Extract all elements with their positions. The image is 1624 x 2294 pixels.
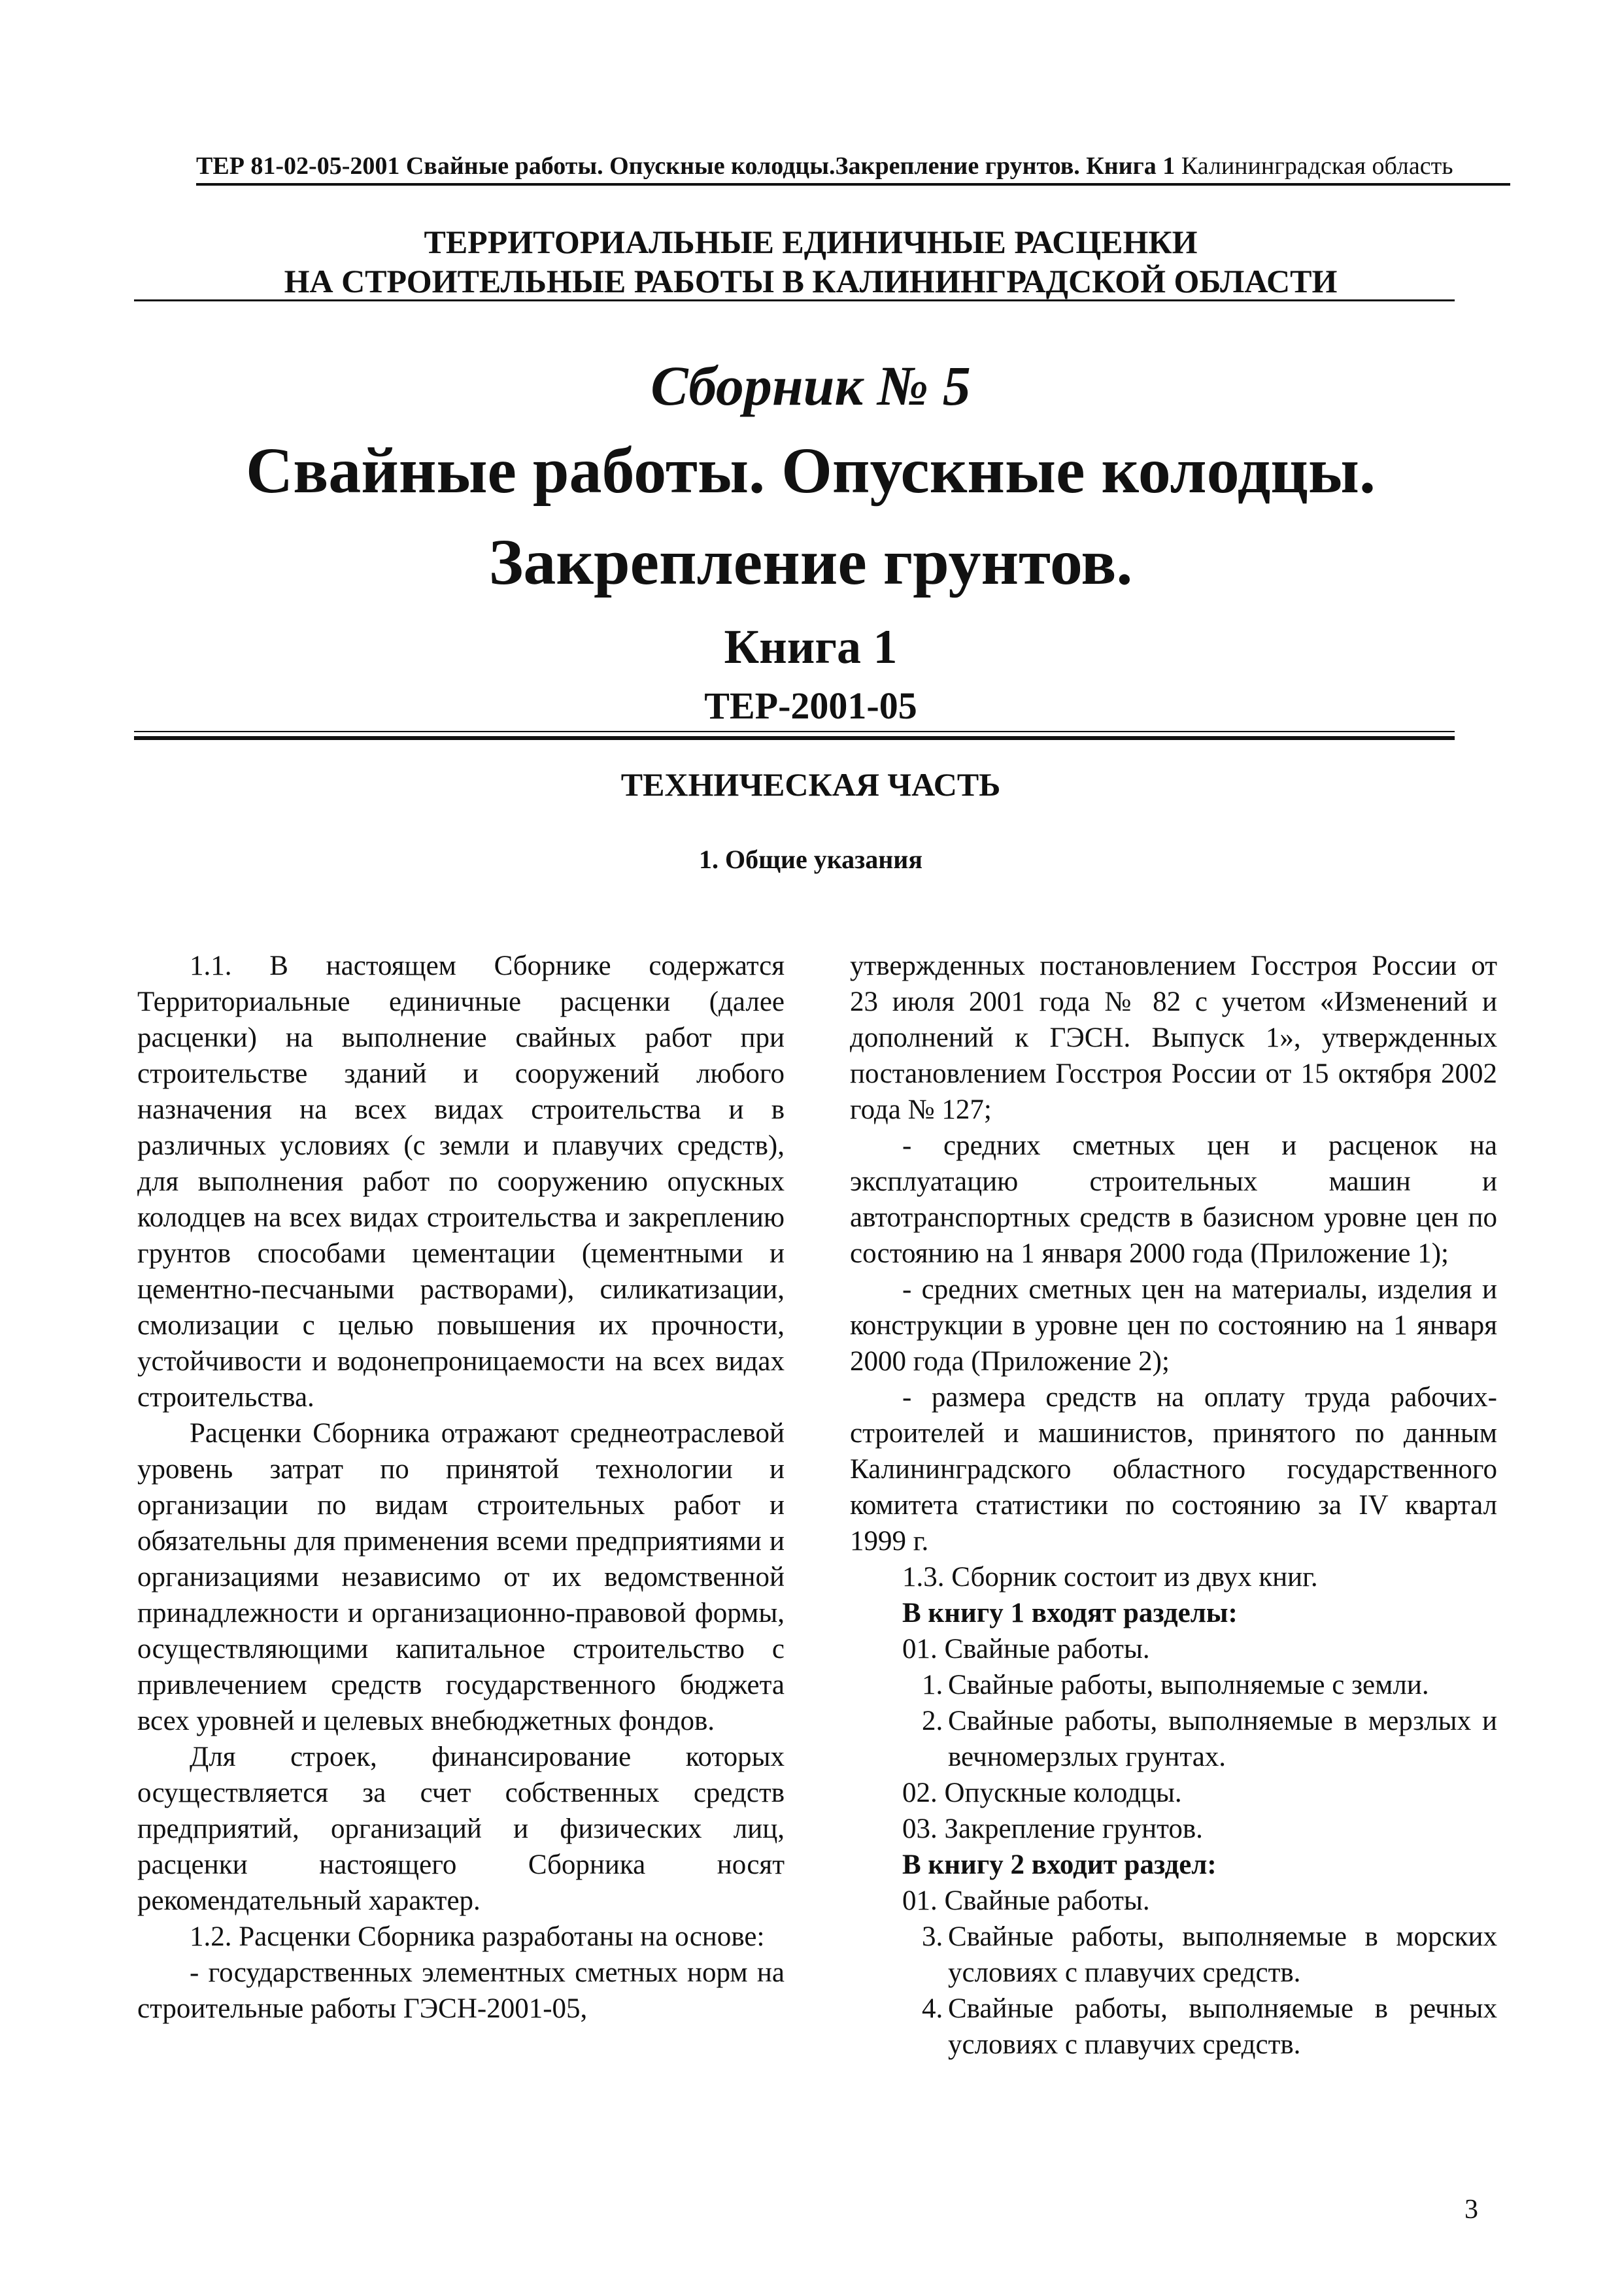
book-2-item-3 xyxy=(850,1919,1497,1991)
paragraph-approved: утвержденных постановлением Госстроя России от 23 июля 2001 года № 82 с учетом «Изменений и дополнений к ГЭСН. Выпуск 1», утвержденных постановлением Госстроя России от 15 октября 2002 года № 127; xyxy=(850,951,1497,1125)
part-title: ТЕХНИЧЕСКАЯ ЧАСТЬ xyxy=(620,766,1001,803)
paragraph-material-prices: - средних сметных цен на материалы, изделия и конструкции в уровне цен по состоянию на 1 января 2000 года (Приложение 2); xyxy=(850,1274,1497,1377)
book-2-heading: В книгу 2 входит раздел: xyxy=(902,1849,1217,1880)
list-number: 1. xyxy=(922,1670,943,1700)
list-text: Свайные работы, выполняемые с земли. xyxy=(948,1670,1429,1700)
book-2-section-01: 01. Свайные работы. xyxy=(902,1885,1150,1916)
org-title-rule xyxy=(134,299,1455,301)
title-rule-thin xyxy=(134,731,1455,732)
org-title xyxy=(131,222,1491,301)
paragraph-wages: - размера средств на оплату труда рабочих-строителей и машинистов, принятого по данным Калининградского областного государственного комитета статистики по состоянию за IV квартал 1999 г. xyxy=(850,1382,1497,1557)
list-text: Свайные работы, выполняемые в мерзлых и вечномерзлых грунтах. xyxy=(948,1706,1497,1772)
left-column xyxy=(137,948,785,2027)
paragraph-1-2: 1.2. Расценки Сборника разработаны на основе: xyxy=(190,1921,765,1952)
book-1-section-01: 01. Свайные работы. xyxy=(902,1634,1150,1664)
book-1-section-03: 03. Закрепление грунтов. xyxy=(902,1813,1203,1844)
org-title-line-2: НА СТРОИТЕЛЬНЫЕ РАБОТЫ В КАЛИНИНГРАДСКОЙ ОБЛАСТИ xyxy=(284,263,1338,299)
org-title-line-1: ТЕРРИТОРИАЛЬНЫЕ ЕДИНИЧНЫЕ РАСЦЕНКИ xyxy=(424,224,1198,260)
right-column xyxy=(850,948,1497,2063)
main-title-line-1: Свайные работы. Опускные колодцы. xyxy=(246,434,1376,507)
collection-number: Сборник № 5 xyxy=(651,354,971,417)
main-title-line-2: Закрепление грунтов. xyxy=(488,526,1133,598)
page-number: 3 xyxy=(1464,2195,1478,2225)
running-header-region: Калининградская область xyxy=(1181,152,1453,180)
running-header xyxy=(196,149,1510,183)
book-number: Книга 1 xyxy=(724,620,898,674)
section-title: 1. Общие указания xyxy=(699,845,922,874)
paragraph-1-1: 1.1. В настоящем Сборнике содержатся Территориальные единичные расценки (далее расценки) на выполнение свайных работ при строительстве зданий и сооружений любого назначения на всех видах строительства и в различных условиях (с земли и плавучих средств), для выполнения работ по сооружению опускных колодцев на всех видах строительства и закреплению грунтов способами цементации (цементными и цементно-песчаными растворами), силикатизации, смолизации с целью повышения их прочности, устойчивости и водонепроницаемости на всех видах строительства. xyxy=(137,951,785,1413)
paragraph-gesn: - государственных элементных сметных норм на строительные работы ГЭСН-2001-05, xyxy=(137,1957,785,2024)
running-header-code: ТЕР 81-02-05-2001 Свайные работы. Опускные колодцы.Закрепление грунтов. Книга 1 xyxy=(196,152,1176,180)
paragraph-financing: Для строек, финансирование которых осуществляется за счет собственных средств предприятий, организаций и физических лиц, расценки настоящего Сборника носят рекомендательный характер. xyxy=(137,1742,785,1916)
list-text: Свайные работы, выполняемые в морских условиях с плавучих средств. xyxy=(948,1921,1497,1988)
list-number: 2. xyxy=(922,1706,943,1736)
paragraph-1-3: 1.3. Сборник состоит из двух книг. xyxy=(902,1562,1318,1593)
book-1-item-1 xyxy=(850,1667,1497,1703)
paragraph-rates: Расценки Сборника отражают среднеотраслевой уровень затрат по принятой технологии и организации по видам строительных работ и обязательны для применения всеми предприятиями и организациями независимо от их ведомственной принадлежности и организационно-правовой формы, осуществляющими капитальное строительство с привлечением средств государственного бюджета всех уровней и целевых внебюджетных фондов. xyxy=(137,1418,785,1736)
list-text: Свайные работы, выполняемые в речных условиях с плавучих средств. xyxy=(948,1993,1497,2060)
title-rule-thick xyxy=(134,736,1455,740)
book-2-item-4 xyxy=(850,1991,1497,2063)
paragraph-machine-rates: - средних сметных цен и расценок на эксплуатацию строительных машин и автотранспортных средств в базисном уровне цен по состоянию на 1 января 2000 года (Приложение 1); xyxy=(850,1130,1497,1269)
list-number: 3. xyxy=(922,1921,943,1952)
list-number: 4. xyxy=(922,1993,943,2024)
book-1-heading: В книгу 1 входят разделы: xyxy=(902,1598,1238,1628)
book-1-section-02: 02. Опускные колодцы. xyxy=(902,1778,1182,1808)
collection-code: ТЕР-2001-05 xyxy=(704,684,917,727)
book-1-item-2 xyxy=(850,1703,1497,1775)
header-rule xyxy=(196,183,1510,186)
